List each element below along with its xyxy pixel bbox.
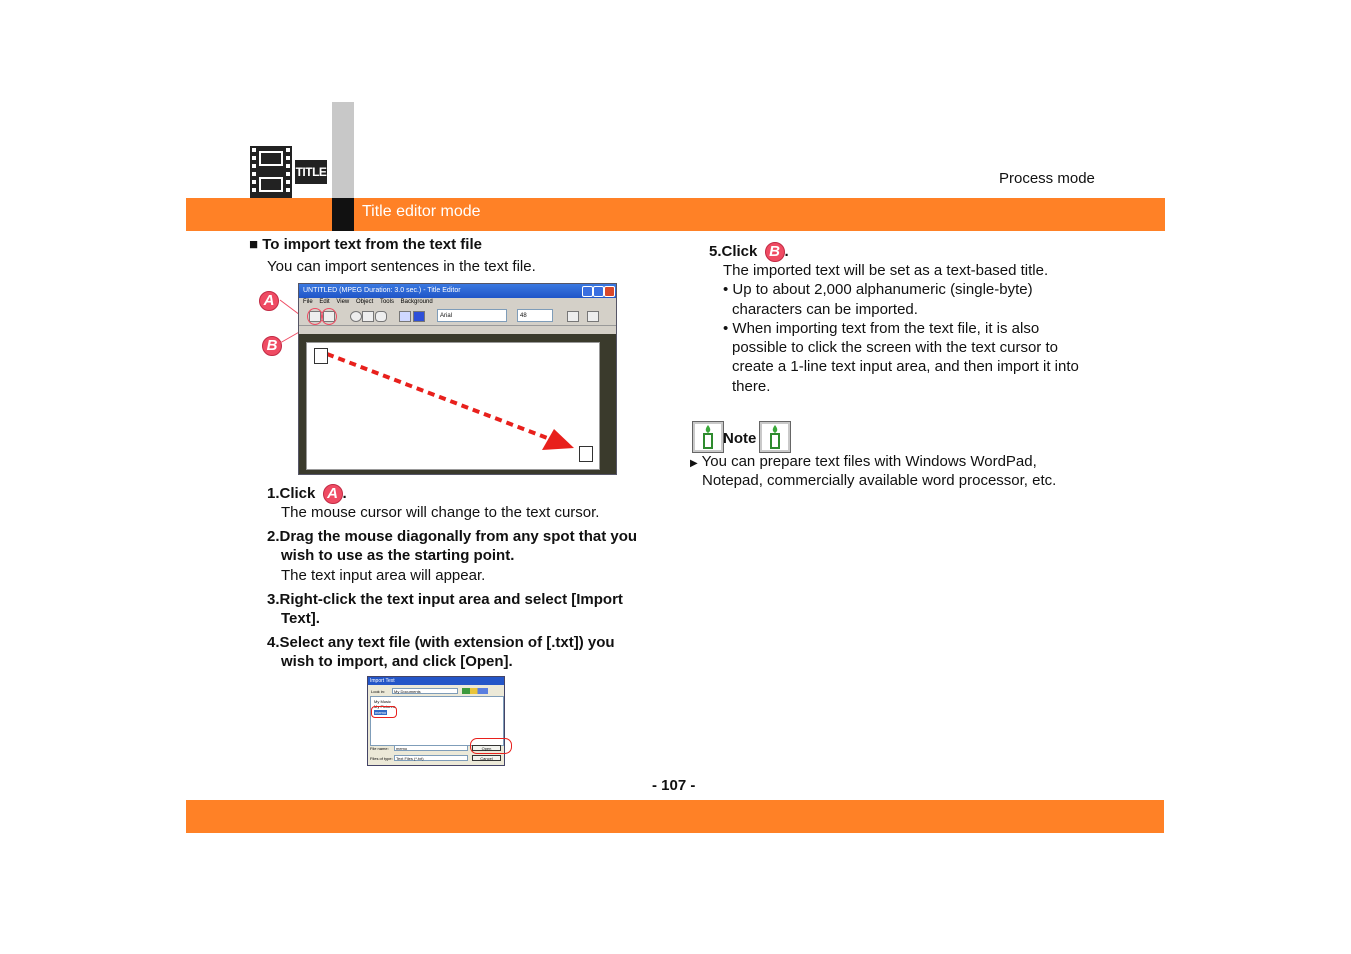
step4-line1: 4.Select any text file (with extension of [.txt]) you bbox=[267, 634, 615, 651]
maximize-icon bbox=[593, 286, 604, 297]
step5 bbox=[709, 242, 789, 262]
file-item-my-pictures[interactable]: My Pictures bbox=[374, 704, 395, 709]
note-title: Note bbox=[723, 430, 757, 447]
candle-icon bbox=[693, 422, 723, 452]
text-cursor-start-icon bbox=[314, 348, 328, 364]
bullet2-line4: there. bbox=[732, 378, 771, 395]
note-line2: Notepad, commercially available word processor, etc. bbox=[702, 472, 1057, 489]
heading-text: To import text from the text file bbox=[262, 236, 482, 253]
look-in-label: Look in: bbox=[371, 689, 386, 694]
step4-line2: wish to import, and click [Open]. bbox=[281, 653, 513, 670]
line-tool-icon[interactable] bbox=[337, 311, 347, 320]
step1-note: The mouse cursor will change to the text cursor. bbox=[281, 504, 600, 521]
menu-file[interactable]: File bbox=[303, 299, 313, 305]
file-name-label: File name: bbox=[370, 746, 389, 751]
preview-canvas bbox=[299, 334, 616, 474]
drag-arrow-icon bbox=[307, 343, 599, 469]
highlight-memo bbox=[371, 706, 397, 718]
marker-a-icon: A bbox=[323, 484, 343, 504]
step1-suffix: . bbox=[342, 485, 347, 502]
abc-icon[interactable] bbox=[413, 311, 425, 322]
note-text-1: You can prepare text files with Windows WordPad, bbox=[701, 453, 1037, 470]
file-name-input[interactable]: memo bbox=[394, 745, 468, 751]
note-candle-icon bbox=[692, 421, 724, 453]
ellipse-tool-icon[interactable] bbox=[350, 311, 362, 322]
title-band-accent bbox=[332, 198, 354, 231]
heading-marker: ■ bbox=[249, 236, 259, 253]
highlight-open-button bbox=[470, 738, 512, 754]
import-icon[interactable] bbox=[399, 311, 411, 322]
bullet1-line1: • Up to about 2,000 alphanumeric (single-byte) bbox=[723, 281, 1033, 298]
bullet2-line1: • When importing text from the text file, it is also bbox=[723, 320, 1040, 337]
intro-text: You can import sentences in the text file. bbox=[267, 258, 536, 275]
bullet2-line3: create a 1-line text input area, and then import it into bbox=[732, 358, 1079, 375]
files-of-type-select[interactable]: Text Files (*.txt) bbox=[394, 755, 468, 761]
step1-label: 1.Click bbox=[267, 485, 316, 502]
bullet1-line2: characters can be imported. bbox=[732, 301, 918, 318]
note-candle-icon-right bbox=[759, 421, 791, 453]
open-button[interactable]: Open bbox=[472, 745, 501, 751]
header-gray-bar bbox=[332, 102, 354, 200]
section-title: Title editor mode bbox=[362, 203, 481, 220]
close-icon bbox=[604, 286, 615, 297]
text-cursor-end-icon bbox=[579, 446, 593, 462]
menubar bbox=[299, 298, 616, 307]
marker-b-icon: B bbox=[262, 336, 282, 356]
balloon-tool-icon[interactable] bbox=[375, 311, 387, 322]
footer-band bbox=[186, 800, 1164, 833]
file-item-memo[interactable]: memo bbox=[375, 710, 387, 715]
dialog-titlebar bbox=[368, 677, 504, 685]
section-heading bbox=[249, 235, 482, 254]
font-select[interactable]: Arial bbox=[437, 309, 507, 322]
look-in-select[interactable]: My Documents bbox=[392, 688, 458, 694]
candle-icon bbox=[760, 422, 790, 452]
rectangle-tool-icon[interactable] bbox=[362, 311, 374, 322]
process-mode-label: Process mode bbox=[999, 170, 1095, 187]
note-arrow-icon: ▶ bbox=[690, 458, 698, 469]
title-editor-screenshot bbox=[298, 283, 617, 475]
color-box-icon[interactable] bbox=[567, 311, 579, 322]
menu-edit[interactable]: Edit bbox=[319, 299, 330, 305]
step5-label: 5.Click bbox=[709, 243, 758, 260]
menu-object[interactable]: Object bbox=[355, 299, 374, 305]
step3-line2: Text]. bbox=[281, 610, 320, 627]
nav-toolbar-icon[interactable] bbox=[462, 688, 488, 694]
marker-b-icon: B bbox=[765, 242, 785, 262]
step3-line1: 3.Right-click the text input area and select [Import bbox=[267, 591, 623, 608]
title-canvas-area[interactable] bbox=[306, 342, 600, 470]
minimize-icon bbox=[582, 286, 593, 297]
toolbar bbox=[299, 307, 616, 326]
menu-view[interactable]: View bbox=[336, 299, 350, 305]
dialog-title: Import Text bbox=[370, 678, 395, 684]
step1 bbox=[267, 484, 347, 504]
window-titlebar bbox=[299, 284, 616, 298]
highlight-circle-b bbox=[321, 308, 337, 325]
file-item-my-music[interactable]: My Music bbox=[374, 699, 391, 704]
step2-line2: wish to use as the starting point. bbox=[281, 547, 515, 564]
step2-line1: 2.Drag the mouse diagonally from any spot that you bbox=[267, 528, 638, 545]
cancel-button[interactable]: Cancel bbox=[472, 755, 501, 761]
files-of-type-label: Files of type: bbox=[370, 756, 393, 761]
film-icon bbox=[250, 146, 292, 198]
size-select[interactable]: 48 bbox=[517, 309, 553, 322]
step2-note: The text input area will appear. bbox=[281, 567, 486, 584]
menu-background[interactable]: Background bbox=[400, 299, 433, 305]
window-title: UNTITLED (MPEG Duration: 3.0 sec.) - Title Editor bbox=[303, 287, 461, 294]
step5-note: The imported text will be set as a text-based title. bbox=[723, 262, 1049, 279]
page-number: - 107 - bbox=[652, 777, 696, 794]
title-badge: TITLE bbox=[295, 160, 327, 184]
note-line1 bbox=[690, 452, 1037, 473]
bullet2-line2: possible to click the screen with the text cursor to bbox=[732, 339, 1058, 356]
menu-tools[interactable]: Tools bbox=[379, 299, 394, 305]
font-style-icon[interactable] bbox=[587, 311, 599, 322]
marker-a-icon: A bbox=[259, 291, 279, 311]
step5-suffix: . bbox=[784, 243, 789, 260]
